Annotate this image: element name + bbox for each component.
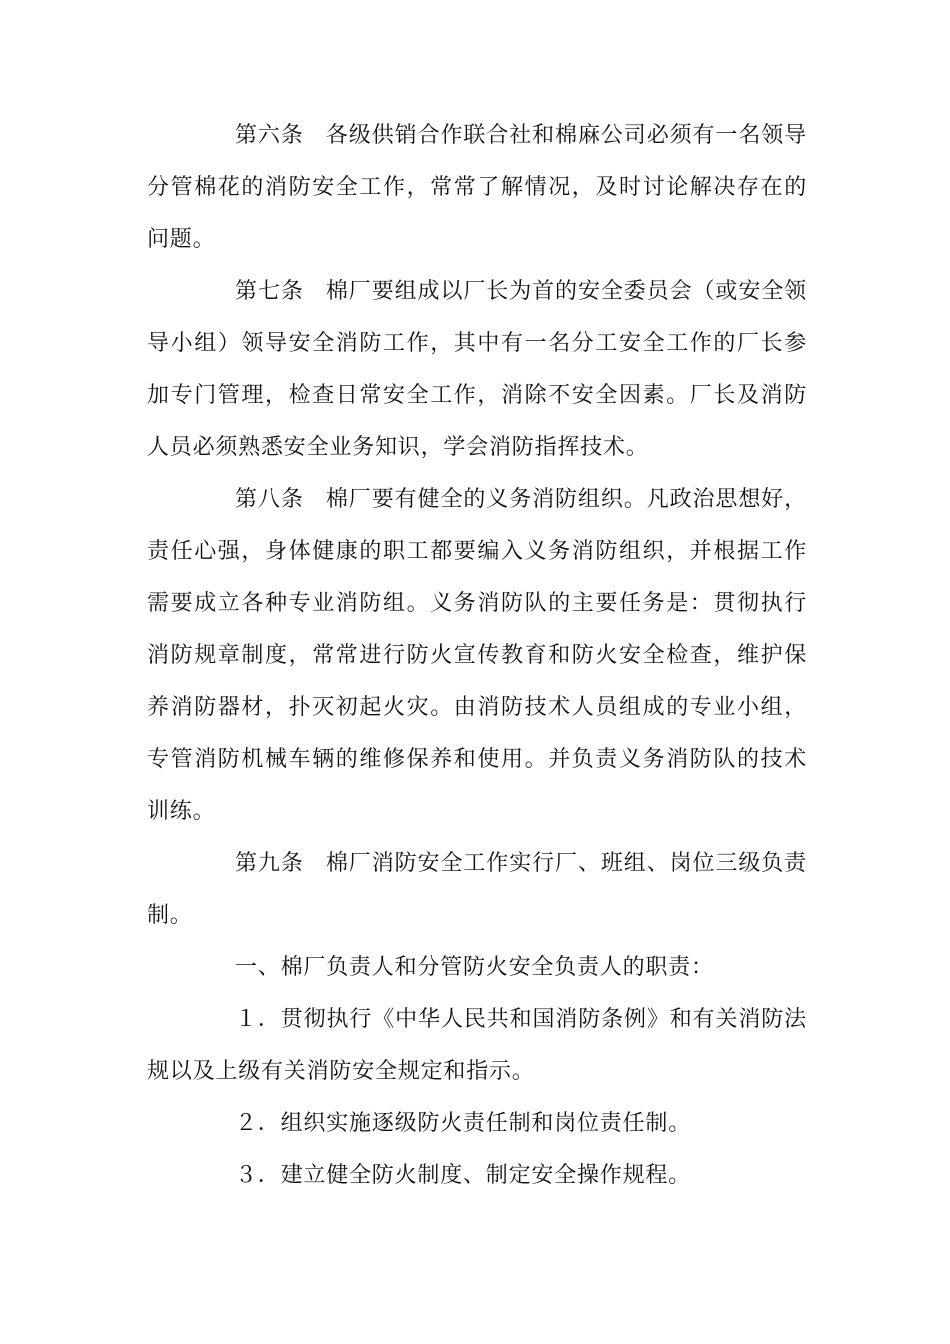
article-7-paragraph xyxy=(147,266,807,474)
document-page xyxy=(147,110,807,1202)
article-6-paragraph xyxy=(147,110,807,266)
article-7-text: 棉厂要组成以厂长为首的安全委员会（或安全领导小组）领导安全消防工作，其中有一名分工安全工作的厂长参加专门管理，检查日常安全工作，消除不安全因素。厂长及消防人员必须熟悉安全业务知识，学会消防指挥技术。 xyxy=(147,279,807,460)
article-9-label: 第九条 xyxy=(235,851,304,876)
article-7-label: 第七条 xyxy=(235,279,304,304)
article-9-text: 棉厂消防安全工作实行厂、班组、岗位三级负责制。 xyxy=(147,851,807,928)
article-8-label: 第八条 xyxy=(235,487,304,512)
article-6-label: 第六条 xyxy=(235,123,304,148)
article-9-paragraph xyxy=(147,838,807,942)
article-8-text: 棉厂要有健全的义务消防组织。凡政治思想好，责任心强，身体健康的职工都要编入义务消防组织，并根据工作需要成立各种专业消防组。义务消防队的主要任务是：贯彻执行消防规章制度，常常进行防火宣传教育和防火安全检查，维护保养消防器材，扑灭初起火灾。由消防技术人员组成的专业小组，专管消防机械车辆的维修保养和使用。并负责义务消防队的技术训练。 xyxy=(147,487,807,824)
section-heading: 一、棉厂负责人和分管防火安全负责人的职责： xyxy=(235,955,714,980)
list-item: ２．组织实施逐级防火责任制和岗位责任制。 xyxy=(235,1111,692,1136)
list-item: １．贯彻执行《中华人民共和国消防条例》和有关消防法规以及上级有关消防安全规定和指示。 xyxy=(147,1007,807,1084)
article-6-text: 各级供销合作联合社和棉麻公司必须有一名领导分管棉花的消防安全工作，常常了解情况，及时讨论解决存在的问题。 xyxy=(147,123,807,252)
article-8-paragraph xyxy=(147,474,807,838)
list-item: ３．建立健全防火制度、制定安全操作规程。 xyxy=(235,1163,692,1188)
